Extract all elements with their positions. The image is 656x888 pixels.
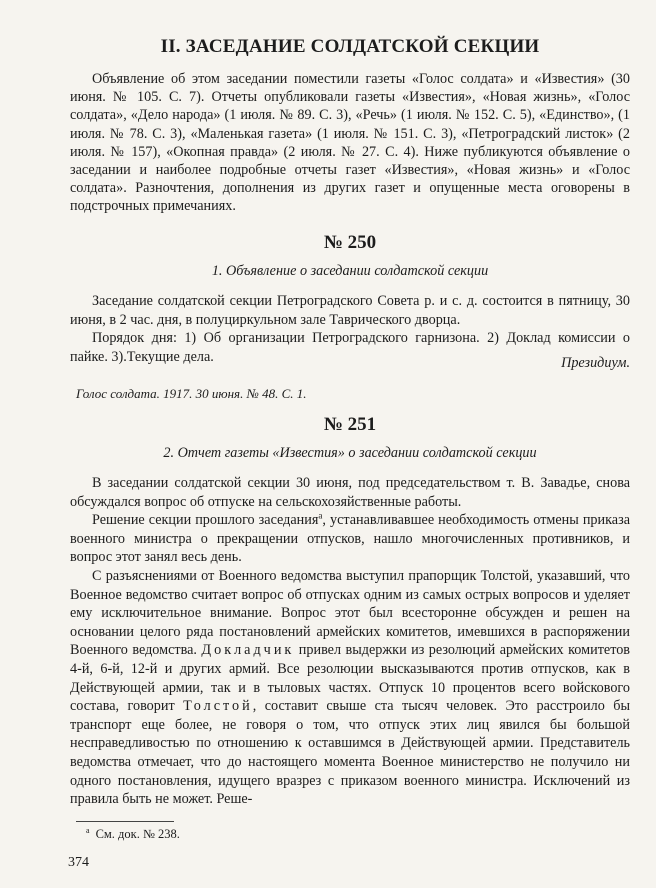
footnote <box>86 827 180 842</box>
report-paragraph-2-end: , устанавливавшее необходимость отмены приказа военного министра о прекращении отпусков, нашло многочисленных противников, и вопрос этот занял весь день. <box>70 512 630 566</box>
spaced-word-speaker: Докладчик <box>201 642 295 659</box>
footnote-text: См. док. № 238. <box>95 827 180 841</box>
section-intro: Объявление об этом заседании поместили газеты «Голос солдата» и «Известия» (30 июня. № 105. С. 7). Отчеты опубликовали газеты «Известия», «Новая жизнь», «Голос солдата», «Дело народа» (1 июля. № 89. С. 3), «Речь» (1 июля. № 152. С. 5), «Единство», (1 июля. № 78. С. 3), «Маленькая газета» (1 июля. № 151. С. 3), «Петроградский листок» (2 июля. № 157), «Окопная правда» (2 июля. № 27. С. 4). Ниже публикуются объявление о заседании и наиболее подробные отчеты газет «Известия», «Новая жизнь» и «Голос солдата». Разночтения, дополнения из других газет и опущенные места оговорены в подстрочных примечаниях. <box>70 71 630 215</box>
report-paragraph-1: В заседании солдатской секции 30 июня, под председательством т. В. Завадье, снова обсуждался вопрос об отпуске на сельскохозяйственные работы. <box>70 475 630 510</box>
signature: Президиум. <box>561 355 630 371</box>
document-250-heading: 1. Объявление о заседании солдатской секции <box>211 263 489 279</box>
document-251-heading: 2. Отчет газеты «Известия» о заседании солдатской секции <box>163 445 537 461</box>
document-number-251: № 251 <box>323 414 377 435</box>
report-paragraph-3-part3: , составит свыше ста тысяч человек. Это расстроило бы транспорт еще более, не говоря о том, что отпуск этих лиц явился бы большой несправедливостью по отношению к оставшимся в Действующей армии. Представитель ведомства отмечает, что до настоящего момента Военное министерство не получило ни одного постановления, идущего вразрез с приказом военного министра. Исключений из правила быть не может. Реше- <box>70 698 630 808</box>
source-citation: Голос солдата. 1917. 30 июня. № 48. С. 1. <box>76 386 307 401</box>
spaced-word-name: Толстой <box>183 698 253 715</box>
page-number: 374 <box>68 855 89 870</box>
report-paragraph-2 <box>70 511 630 567</box>
agenda-paragraph: Порядок дня: 1) Об организации Петроградского гарнизона. 2) Доклад комиссии о пайке. 3).Текущие дела. <box>70 330 630 365</box>
report-paragraph-3 <box>70 567 630 809</box>
announcement-paragraph: Заседание солдатской секции Петроградского Совета р. и с. д. состоится в пятницу, 30 июня, в 2 час. дня, в полуциркульном зале Таврического дворца. <box>70 293 630 328</box>
footnote-marker: а <box>86 825 90 835</box>
section-title: II. ЗАСЕДАНИЕ СОЛДАТСКОЙ СЕКЦИИ <box>160 36 540 57</box>
report-paragraph-2-start: Решение секции прошлого заседания <box>92 512 319 529</box>
report-paragraph-3-part2: привел выдержки из резолюций армейских комитетов 4-й, 6-й, 12-й и других армий. Все резолюции высказываются против отпусков, как в Действующей армии, так и в тыловых частях. Отпуск 10 процентов всего войскового состава, говорит <box>70 642 630 715</box>
report-paragraph-3-part1: С разъяснениями от Военного ведомства выступил прапорщик Толстой, указавший, что Военное ведомство считает вопрос об отпусках одним из самых острых вопросов и уделяет ему исключительное внимание. Вопрос этот был всесторонне обсужден и решен на основании целого ряда постановлений армейских комитетов, имевшихся в распоряжении Военного ведомства. <box>70 567 630 659</box>
footnote-divider <box>76 821 174 822</box>
document-number-250: № 250 <box>323 232 377 253</box>
footnote-reference: а <box>318 510 323 521</box>
document-251-body <box>70 474 630 809</box>
